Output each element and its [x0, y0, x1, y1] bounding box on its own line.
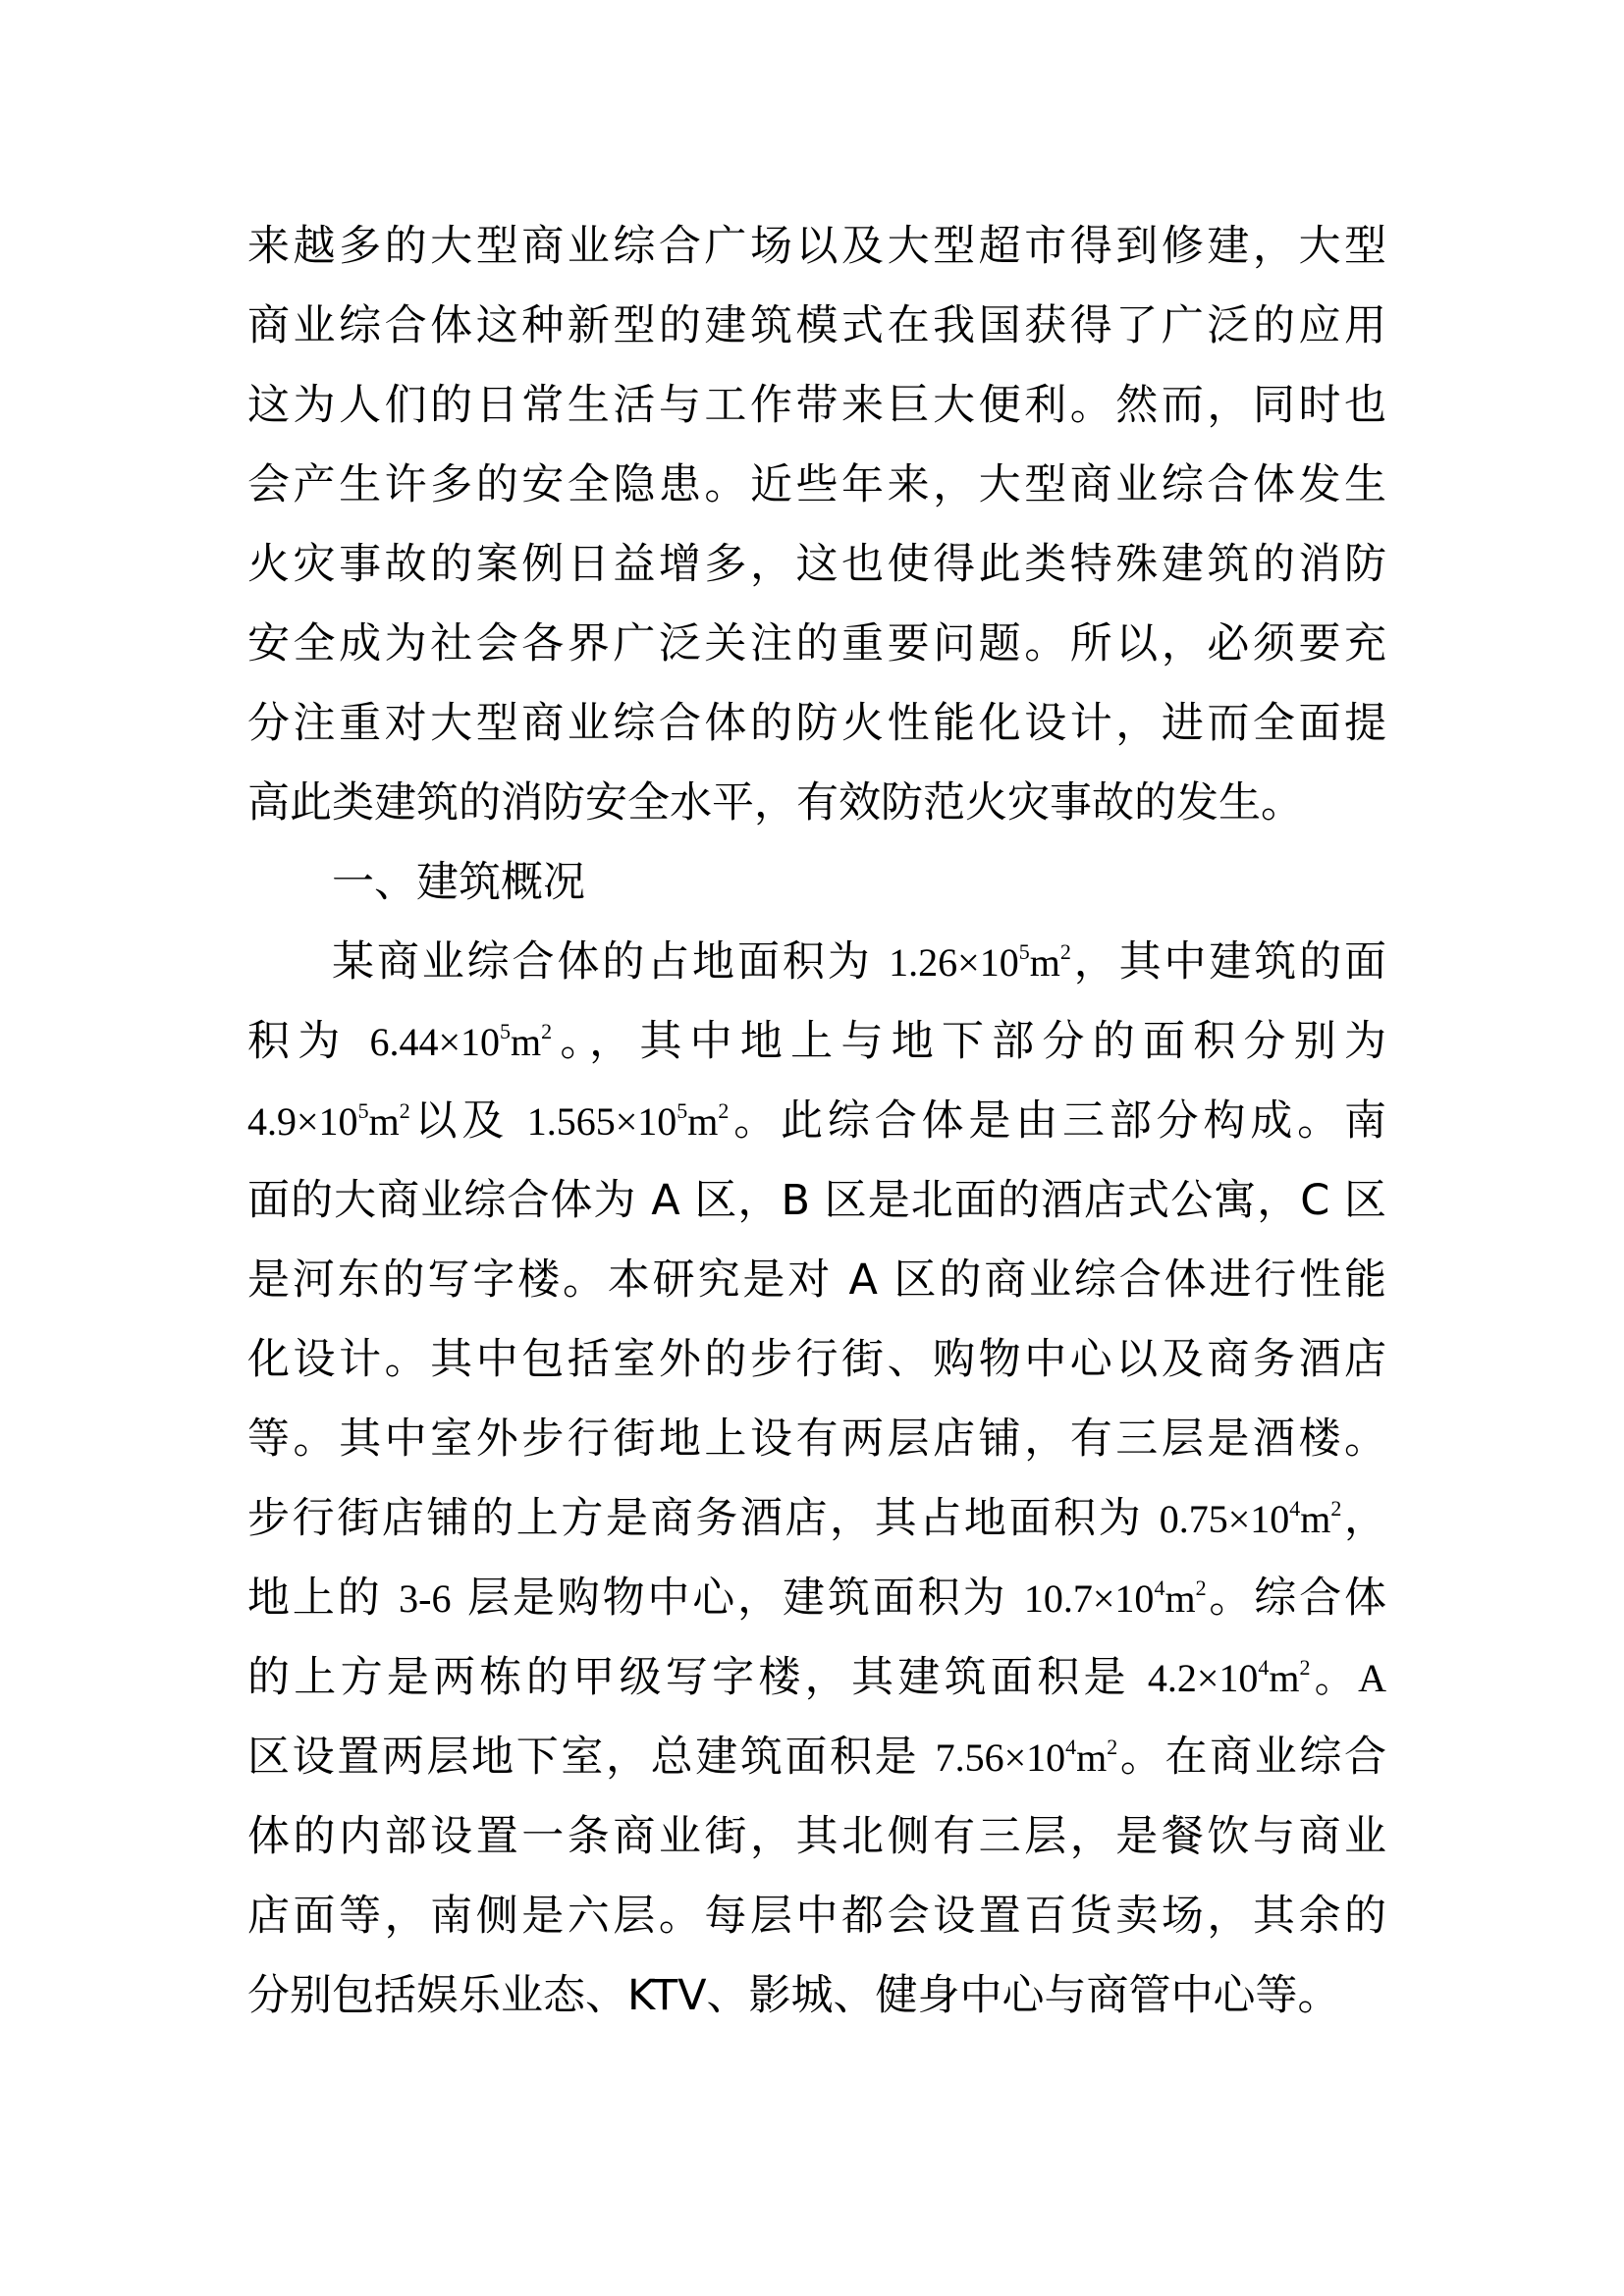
- text-line: 某商业综合体的占地面积为 $1.26\times 10^5m^2$，其中建筑的面: [332, 937, 1387, 987]
- text-line: 安全成为社会各界广泛关注的重要问题。所以，必须要充: [247, 619, 1386, 668]
- text-line: 积为 $6.44\times 10^5m^2$。，其中地上与地下部分的面积分别为: [247, 1017, 1387, 1066]
- text-line: 会产生许多的安全隐患。近些年来，大型商业综合体发生: [247, 460, 1386, 509]
- text-line: 商业综合体这种新型的建筑模式在我国获得了广泛的应用: [247, 301, 1386, 350]
- text-line: 这为人们的日常生活与工作带来巨大便利。然而，同时也: [247, 381, 1386, 430]
- text-line: 面的大商业综合体为 A 区，B 区是北面的酒店式公寓，C 区: [247, 1176, 1386, 1225]
- text-line: 的上方是两栋的甲级写字楼，其建筑面积是 $4.2\times 10^4m^2$。A: [247, 1653, 1387, 1702]
- text-line: $4.9\times 10^5m^2$以及 $1.565\times 10^5m^2$。此综合体是由三部分构成。南: [247, 1096, 1387, 1146]
- section-heading: 一、建筑概况: [332, 858, 585, 907]
- text-line: 火灾事故的案例日益增多，这也使得此类特殊建筑的消防: [247, 540, 1386, 589]
- text-line: 等。其中室外步行街地上设有两层店铺，有三层是酒楼。: [247, 1415, 1386, 1464]
- text-line: 高此类建筑的消防安全水平，有效防范火灾事故的发生。: [247, 778, 1303, 828]
- text-line: 区设置两层地下室，总建筑面积是 $7.56\times 10^4m^2$。在商业综合: [247, 1733, 1387, 1782]
- text-line: 店面等，南侧是六层。每层中都会设置百货卖场，其余的: [247, 1892, 1386, 1941]
- text-line: 是河东的写字楼。本研究是对 A 区的商业综合体进行性能: [247, 1255, 1386, 1305]
- text-line: 来越多的大型商业综合广场以及大型超市得到修建，大型: [247, 222, 1386, 271]
- text-line: 分注重对大型商业综合体的防火性能化设计，进而全面提: [247, 699, 1386, 748]
- text-line: 步行街店铺的上方是商务酒店，其占地面积为 $0.75\times 10^4m^2$，: [247, 1494, 1387, 1543]
- text-line: 化设计。其中包括室外的步行街、购物中心以及商务酒店: [247, 1335, 1386, 1384]
- text-line: 分别包括娱乐业态、KTV、影城、健身中心与商管中心等。: [247, 1971, 1340, 2020]
- text-line: 地上的 3-6 层是购物中心，建筑面积为 $10.7\times 10^4m^2$。综合体: [247, 1574, 1387, 1623]
- text-line: 体的内部设置一条商业街，其北侧有三层，是餐饮与商业: [247, 1812, 1386, 1861]
